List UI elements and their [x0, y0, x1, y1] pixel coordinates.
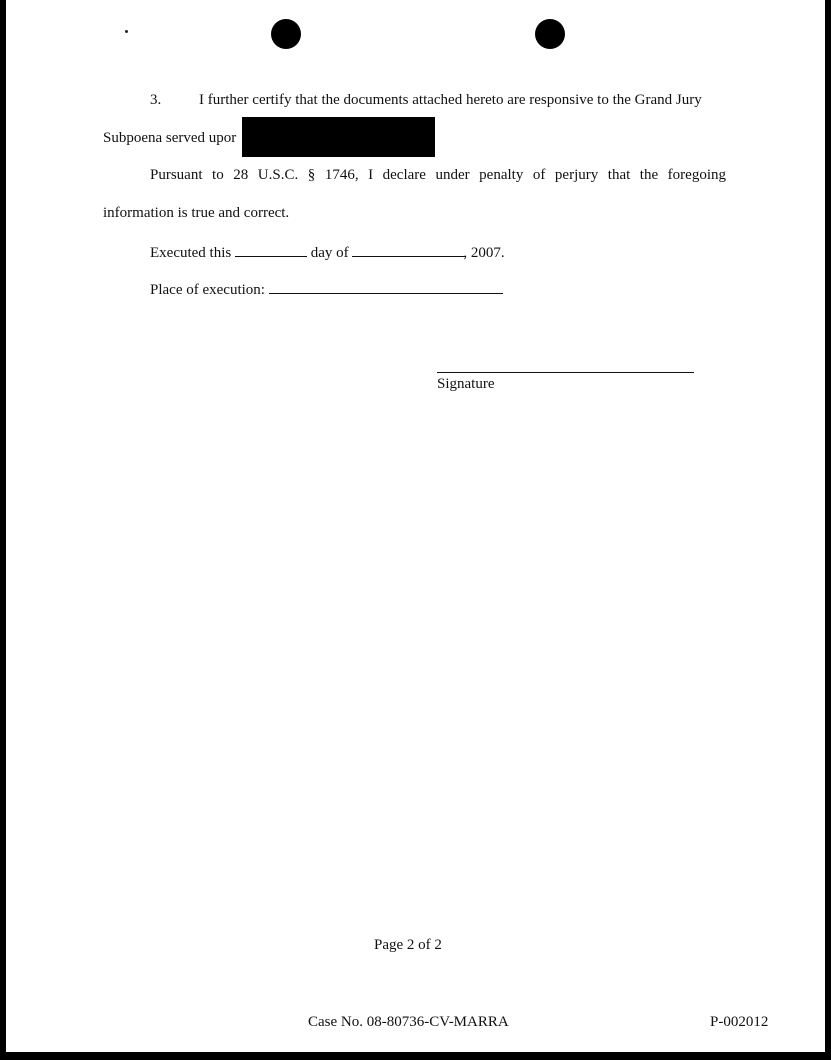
- executed-middle: day of: [310, 245, 349, 261]
- declaration-line-1: Pursuant to 28 U.S.C. § 1746, I declare under penalty of perjury that the foregoing: [150, 167, 726, 183]
- place-line: [150, 279, 503, 299]
- redaction-box: [242, 117, 435, 157]
- signature-label: Signature: [437, 376, 495, 392]
- executed-day-blank[interactable]: [235, 242, 307, 257]
- scan-speck: [125, 30, 128, 33]
- executed-prefix: Executed this: [150, 245, 232, 261]
- executed-line: [150, 242, 505, 262]
- scan-border-right: [825, 0, 831, 1060]
- paragraph-3-line-1: I further certify that the documents attached hereto are responsive to the Grand Jury: [199, 92, 702, 108]
- case-number: Case No. 08-80736-CV-MARRA: [308, 1014, 509, 1030]
- scan-border-bottom: [0, 1052, 831, 1060]
- declaration-line-2: information is true and correct.: [103, 205, 290, 221]
- place-label: Place of execution:: [150, 282, 265, 298]
- punch-hole-left: [271, 19, 301, 49]
- executed-month-blank[interactable]: [352, 242, 466, 257]
- signature-line[interactable]: [437, 372, 694, 373]
- document-page: [6, 0, 825, 1052]
- punch-hole-right: [535, 19, 565, 49]
- paragraph-number: 3.: [150, 92, 162, 108]
- paragraph-3-line-2: Subpoena served upor: [103, 130, 237, 146]
- bates-number: P-002012: [710, 1014, 769, 1030]
- place-blank[interactable]: [269, 279, 503, 294]
- executed-suffix: , 2007.: [463, 245, 505, 261]
- page-number: Page 2 of 2: [374, 937, 442, 953]
